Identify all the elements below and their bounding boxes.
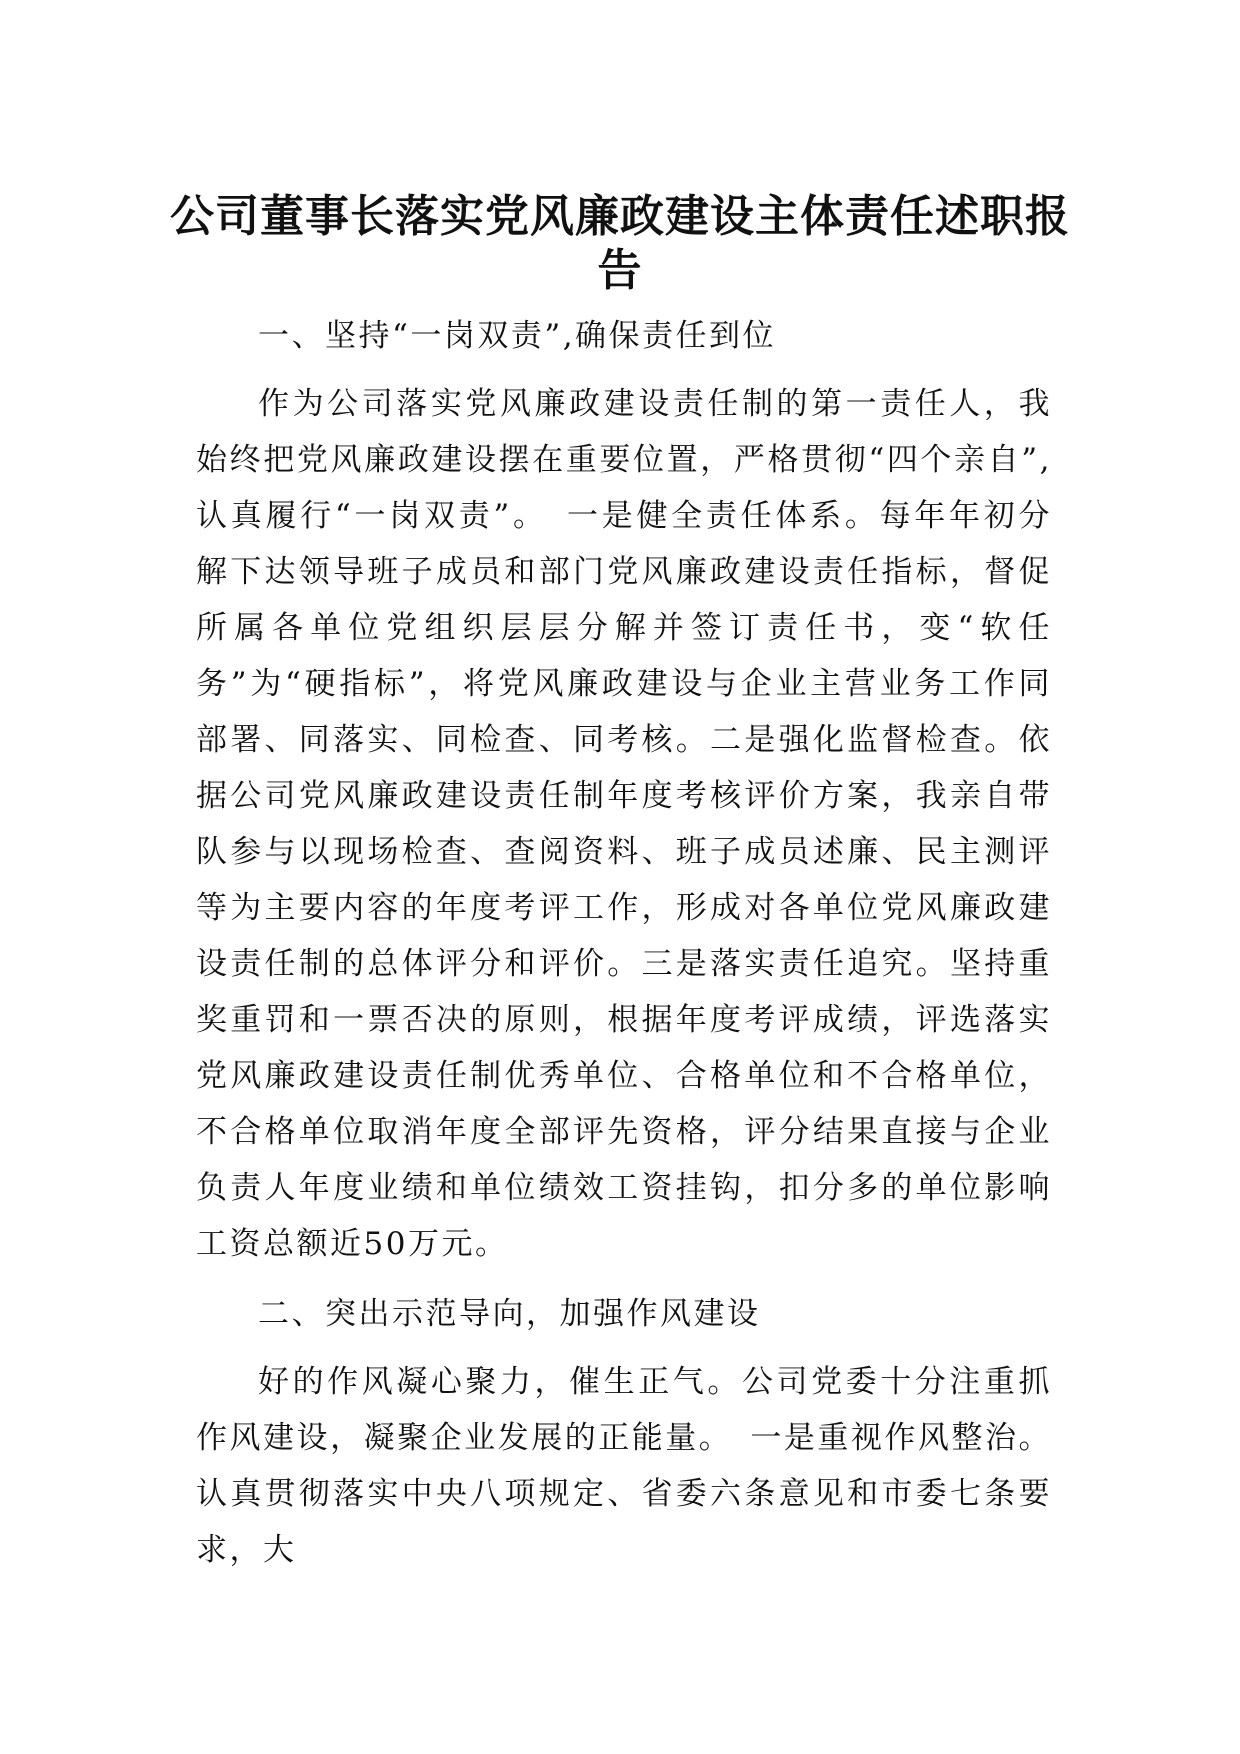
section-1-paragraph: 作为公司落实党风廉政建设责任制的第一责任人，我始终把党风廉政建设摆在重要位置，严格贯彻“四个亲自”,认真履行“一岗双责”。 一是健全责任体系。每年年初分解下达领导班子成员和部门党风廉政建设责任指标，督促所属各单位党组织层层分解并签订责任书，变“软任务”为“硬指标”，将党风廉政建设与企业主营业务工作同部署、同落实、同检查、同考核。二是强化监督检查。依据公司党风廉政建设责任制年度考核评价方案，我亲自带队参与以现场检查、查阅资料、班子成员述廉、民主测评等为主要内容的年度考评工作，形成对各单位党风廉政建设责任制的总体评分和评价。三是落实责任追究。坚持重奖重罚和一票否决的原则，根据年度考评成绩，评选落实党风廉政建设责任制优秀单位、合格单位和不合格单位，不合格单位取消年度全部评先资格，评分结果直接与企业负责人年度业绩和单位绩效工资挂钩，扣分多的单位影响工资总额近50万元。 [196, 386, 1052, 1262]
section-2-paragraph: 好的作风凝心聚力，催生正气。公司党委十分注重抓作风建设，凝聚企业发展的正能量。 一是重视作风整治。认真贯彻落实中央八项规定、省委六条意见和市委七条要求，大 [196, 1364, 1052, 1568]
section-2-heading: 二、突出示范导向，加强作风建设 [258, 1296, 761, 1332]
document-title: 公司董事长落实党风廉政建设主体责任述职报告 [170, 191, 1070, 296]
document-body [196, 308, 1052, 1592]
section-1-heading: 一、坚持“一岗双责”,确保责任到位 [258, 318, 777, 354]
